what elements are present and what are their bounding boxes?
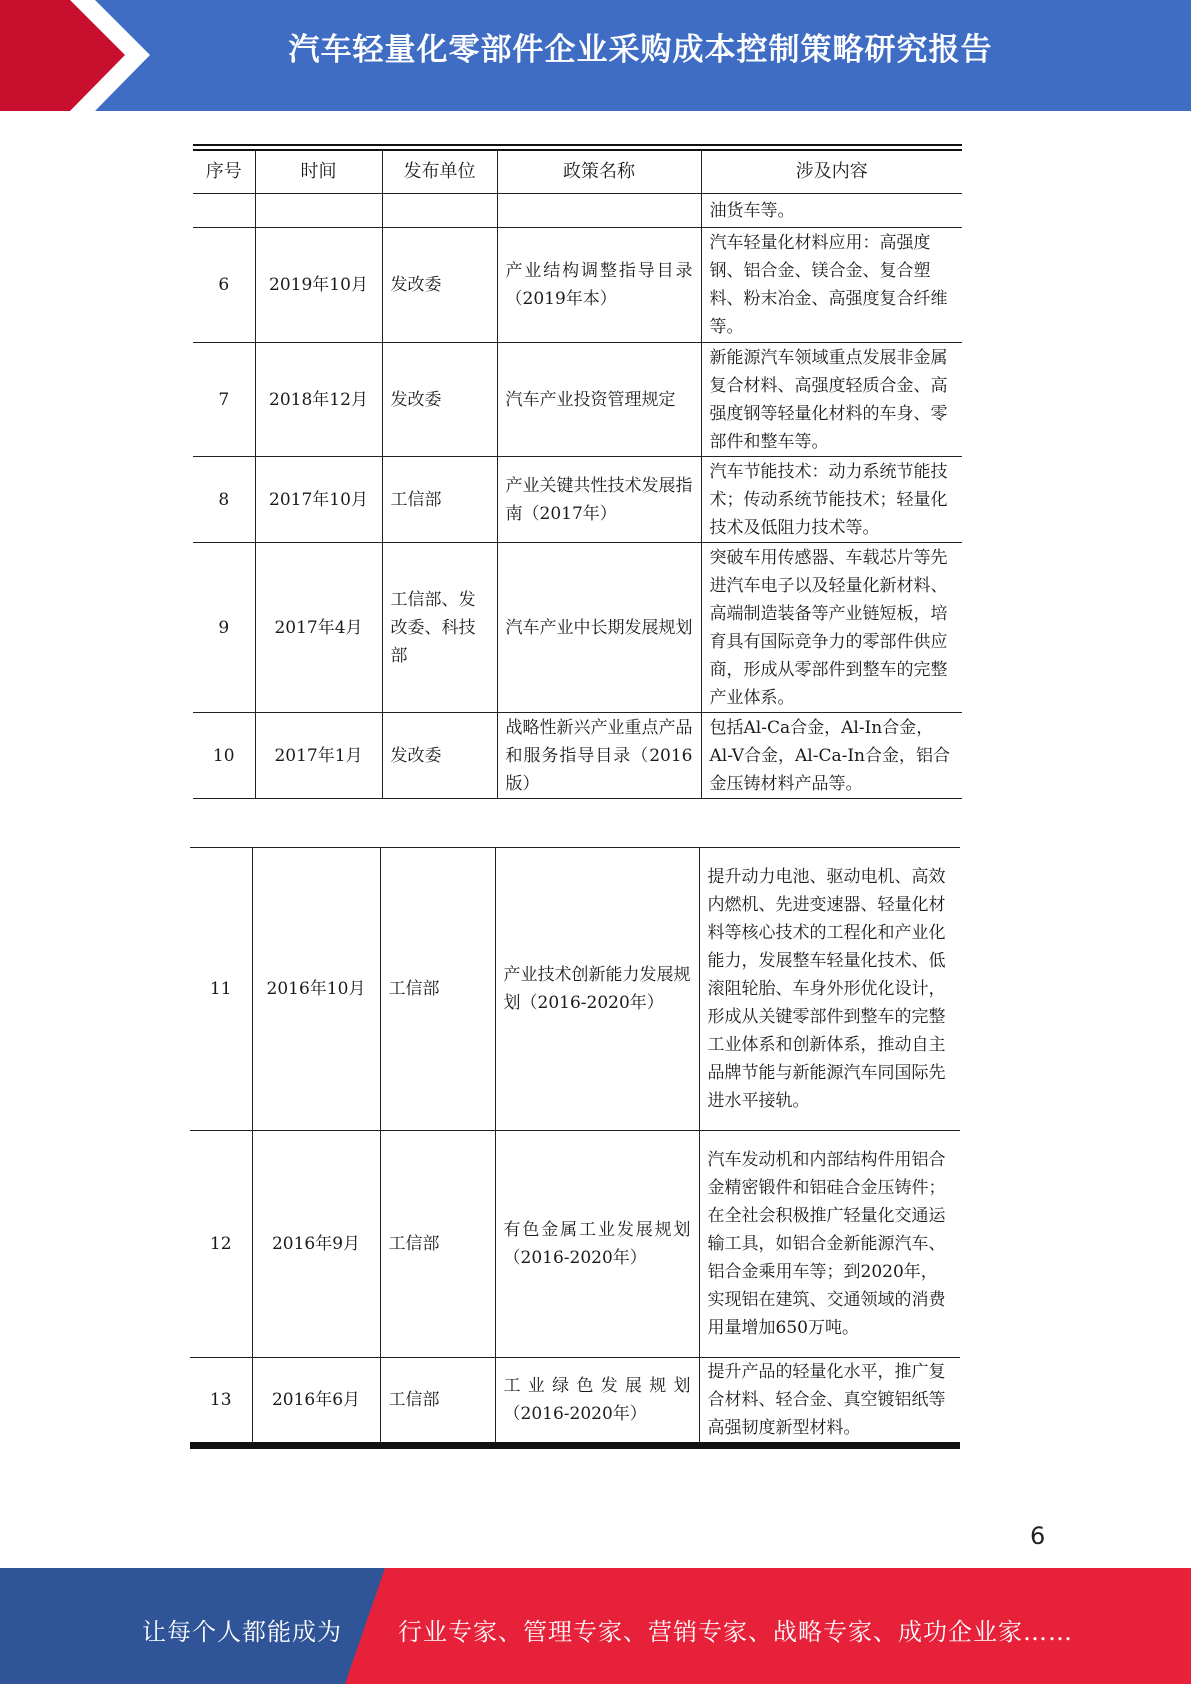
row-content: 提升动力电池、驱动电机、高效内燃机、先进变速器、轻量化材料等核心技术的工程化和产业化能力，发展整车轻量化技术、低滚阻轮胎、车身外形优化设计，形成从关键零部件到整车的完整工业体系和创新体系，推动自主品牌节能与新能源汽车同国际先进水平接轨。: [699, 848, 960, 1131]
row-policy-name: 工业绿色发展规划（2016-2020年）: [495, 1358, 699, 1446]
row-department: 工信部: [380, 848, 495, 1131]
row-department: [382, 194, 497, 228]
table-row: [193, 713, 962, 799]
table-row: [190, 1131, 960, 1358]
row-index: [193, 194, 255, 228]
row-content: 汽车节能技术：动力系统节能技术；传动系统节能技术；轻量化技术及低阻力技术等。: [701, 457, 962, 543]
column-header-content: 涉及内容: [701, 148, 962, 194]
footer-banner: [0, 1568, 1191, 1684]
row-time: 2018年12月: [255, 343, 382, 457]
row-department: 工信部: [382, 457, 497, 543]
row-index: 13: [190, 1358, 252, 1446]
page-number: 6: [1030, 1522, 1046, 1550]
row-department: 工信部、发改委、科技部: [382, 543, 497, 713]
row-time: 2016年9月: [252, 1131, 380, 1358]
footer-slogan-right: 行业专家、管理专家、营销专家、战略专家、成功企业家……: [398, 1618, 1073, 1646]
table-row: [193, 343, 962, 457]
table-row: [190, 1358, 960, 1446]
row-department: 工信部: [380, 1131, 495, 1358]
column-header-index: 序号: [193, 148, 255, 194]
row-time: 2019年10月: [255, 228, 382, 343]
column-header-time: 时间: [255, 148, 382, 194]
row-content: 突破车用传感器、车载芯片等先进汽车电子以及轻量化新材料、高端制造装备等产业链短板，培育具有国际竞争力的零部件供应商，形成从零部件到整车的完整产业体系。: [701, 543, 962, 713]
row-index: 10: [193, 713, 255, 799]
row-content: 新能源汽车领域重点发展非金属复合材料、高强度轻质合金、高强度钢等轻量化材料的车身、零部件和整车等。: [701, 343, 962, 457]
table-row: [193, 457, 962, 543]
row-time: 2016年6月: [252, 1358, 380, 1446]
page-title: 汽车轻量化零部件企业采购成本控制策略研究报告: [288, 32, 993, 68]
row-department: 发改委: [382, 343, 497, 457]
row-content: 包括Al-Ca合金，Al-In合金，Al-V合金，Al-Ca-In合金，铝合金压铸材料产品等。: [701, 713, 962, 799]
row-policy-name: 产业结构调整指导目录（2019年本）: [497, 228, 701, 343]
row-time: 2017年10月: [255, 457, 382, 543]
row-index: 11: [190, 848, 252, 1131]
row-department: 发改委: [382, 228, 497, 343]
row-time: 2017年1月: [255, 713, 382, 799]
table-row: [193, 194, 962, 228]
row-policy-name: 产业技术创新能力发展规划（2016-2020年）: [495, 848, 699, 1131]
row-policy-name: 汽车产业中长期发展规划: [497, 543, 701, 713]
table-row: [193, 543, 962, 713]
row-department: 工信部: [380, 1358, 495, 1446]
footer-slogan-left: 让每个人都能成为: [142, 1618, 342, 1646]
table-row: [190, 848, 960, 1131]
row-time: 2016年10月: [252, 848, 380, 1131]
row-time: [255, 194, 382, 228]
row-index: 9: [193, 543, 255, 713]
row-index: 8: [193, 457, 255, 543]
column-header-policy-name: 政策名称: [497, 148, 701, 194]
row-time: 2017年4月: [255, 543, 382, 713]
row-policy-name: 有色金属工业发展规划（2016-2020年）: [495, 1131, 699, 1358]
row-index: 6: [193, 228, 255, 343]
policy-table-part-2: [190, 847, 960, 1449]
row-policy-name: 战略性新兴产业重点产品和服务指导目录（2016版）: [497, 713, 701, 799]
row-department: 发改委: [382, 713, 497, 799]
header-chevron-icon: [0, 0, 180, 111]
table-header-row: [193, 148, 962, 194]
header-banner: [0, 0, 1191, 111]
row-policy-name: [497, 194, 701, 228]
column-header-department: 发布单位: [382, 148, 497, 194]
table-row: [193, 228, 962, 343]
row-content: 汽车轻量化材料应用：高强度钢、铝合金、镁合金、复合塑料、粉末冶金、高强度复合纤维等。: [701, 228, 962, 343]
row-index: 7: [193, 343, 255, 457]
row-policy-name: 汽车产业投资管理规定: [497, 343, 701, 457]
row-content: 汽车发动机和内部结构件用铝合金精密锻件和铝硅合金压铸件；在全社会积极推广轻量化交通运输工具，如铝合金新能源汽车、铝合金乘用车等；到2020年，实现铝在建筑、交通领域的消费用量增加650万吨。: [699, 1131, 960, 1358]
row-content: 油货车等。: [701, 194, 962, 228]
row-content: 提升产品的轻量化水平，推广复合材料、轻合金、真空镀铝纸等高强韧度新型材料。: [699, 1358, 960, 1446]
row-index: 12: [190, 1131, 252, 1358]
row-policy-name: 产业关键共性技术发展指南（2017年）: [497, 457, 701, 543]
policy-table-part-1: [193, 144, 962, 799]
